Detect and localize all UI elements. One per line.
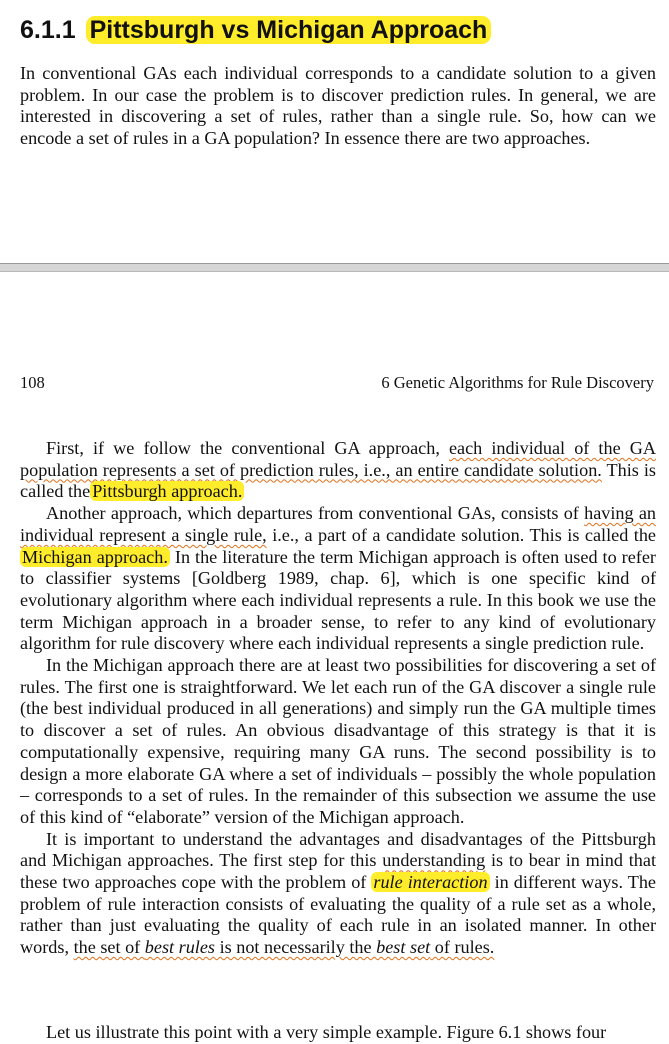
p4-u2-e: of rules. [430, 937, 495, 958]
pittsburgh-approach-highlight: Pittsburgh approach. [92, 481, 243, 502]
p4-text-a: It is important to understand the advantages and disadvantages of the Pittsburgh and Michigan approaches. The first step for this [20, 828, 656, 871]
section-number: 6.1.1 [20, 16, 76, 44]
p4-u2-best-rules: best rules [144, 937, 216, 958]
section-heading [20, 14, 491, 46]
paragraph-pittsburgh [20, 438, 656, 503]
cutoff-line-text: Let us illustrate this point with a very simple example. Figure 6.1 shows four [46, 1022, 607, 1042]
paragraph-michigan [20, 503, 656, 655]
p1-text-a: First, if we follow the conventional GA approach, [46, 438, 449, 458]
intro-paragraph: In conventional GAs each individual corresponds to a candidate solution to a given problem. In our case the problem is to discover prediction rules. In general, we are interested in discovering a set of rules, rather than a single rule. So, how can we encode a set of rules in a GA population? In essence there are two approaches. [20, 63, 656, 149]
p4-u2-a: the set of [73, 937, 145, 958]
p4-text-b: is to bear in mind that these two approaches cope with the problem of [20, 850, 656, 893]
cutoff-next-line [20, 1022, 656, 1042]
p1-text-b: This is called the [20, 459, 656, 502]
page-number: 108 [20, 373, 45, 392]
michigan-approach-highlight: Michigan approach. [22, 546, 168, 567]
upper-page-fragment [0, 0, 669, 263]
rule-interaction-highlight: rule interaction [373, 872, 488, 893]
page-separator [0, 263, 669, 272]
p2-underlined-definition: having an individual represent a single rule, [20, 503, 657, 545]
p2-text-b: i.e., a part of a candidate solution. This is called the [266, 524, 657, 545]
p4-u2-c: is not necessarily the [215, 937, 377, 958]
paragraph-michigan-possibilities: In the Michigan approach there are at least two possibilities for discovering a set of rules. The first one is straightforward. We let each run of the GA discover a single rule (the best individual produced in all generations) and simply run the GA multiple times to discover a set of rules. An obvious disadvantage of this strategy is that it is computationally expensive, requiring many GA runs. The second possibility is to design a more elaborate GA where a set of individuals – possibly the whole population – corresponds to a set of rules. In the remainder of this subsection we assume the use of this kind of “elaborate” version of the Michigan approach. [20, 655, 656, 827]
page-body [20, 438, 656, 959]
p1-underlined-definition: each individual of the GA population represents a set of prediction rules, i.e., an entire candidate solution. [20, 438, 656, 480]
chapter-title: 6 Genetic Algorithms for Rule Discovery [381, 373, 654, 392]
p4-underlined-understanding: understanding [382, 850, 486, 871]
p4-text-c: in different ways. The problem of rule interaction consists of evaluating the quality of a rule set as a whole, rather than just evaluating the quality of each rule in an isolated manner. In other words, [20, 872, 656, 958]
p2-text-a: Another approach, which departures from conventional GAs, consists of [46, 503, 585, 524]
p4-u2-best-set: best set [376, 937, 431, 958]
p4-underlined-best-set [74, 937, 495, 957]
section-title-highlight: Pittsburgh vs Michigan Approach [86, 16, 492, 44]
paragraph-rule-interaction [20, 829, 656, 959]
p2-text-c: In the literature the term Michigan approach is often used to refer to classifier systems [Goldberg 1989, chap. 6], which is one specific kind of evolutionary algorithm where each individual represents a rule. In this book we use the term Michigan approach in a broader sense, to refer to any kind of evolutionary algorithm for rule discovery where each individual represents a single prediction rule. [20, 546, 656, 654]
